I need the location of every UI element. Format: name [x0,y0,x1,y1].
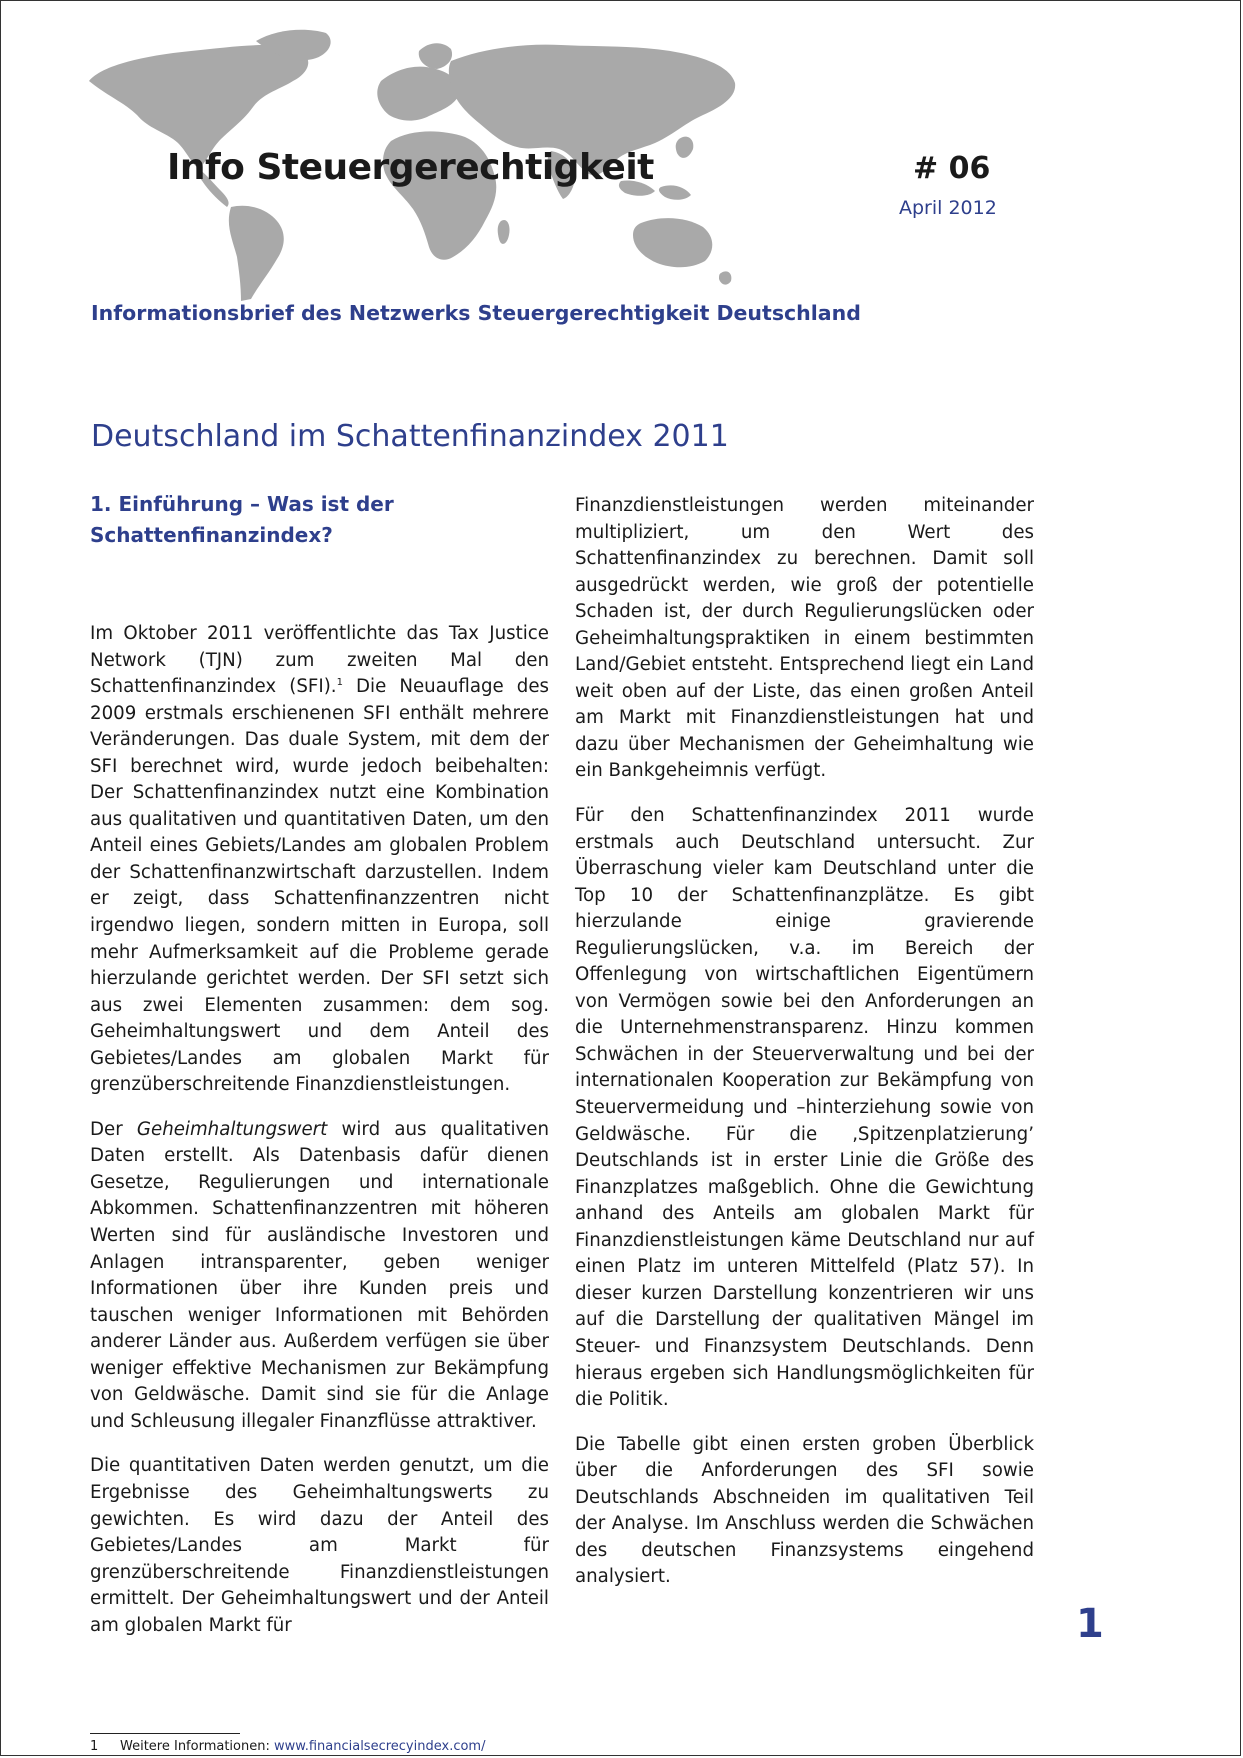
text-column-right [575,493,1034,1609]
paragraph-text: wird aus qualitativen Daten erstellt. Als Datenbasis dafür dienen Gesetze, Regulierungen und internationale Abkommen. Schattenfinanzzentren mit höheren Werten sind für ausländische Investoren und Anlagen intransparenter, geben weniger Informationen über ihre Kunden preis und tauschen weniger Informationen mit Behörden anderer Länder aus. Außerdem verfügen sie über weniger effektive Mechanismen zur Bekämpfung von Geldwäsche. Damit sind sie für die Anlage und Schleusung illegaler Finanzflüsse attraktiver. [90,1118,550,1432]
paragraph: Die quantitativen Daten werden genutzt, um die Ergebnisse des Geheimhaltungswerts zu gewichten. Es wird dazu der Anteil des Gebietes/Landes am Markt für grenzüberschreitende Finanzdienstleistungen ermittelt. Der Geheimhaltungswert und der Anteil am globalen Markt für [90,1455,549,1636]
paragraph-text: Die Neuauflage des 2009 erstmals erschienenen SFI enthält mehrere Veränderungen. Das duale System, mit dem der SFI berechnet wird, wurde jedoch beibehalten: Der Schattenfinanzindex nutzt eine Kombination aus qualitativen und quantitativen Daten, um den Anteil eines Gebiets/Landes am globalen Problem der Schattenfinanzwirtschaft darzustellen. Indem er zeigt, dass Schattenfinanzzentren nicht irgendwo liegen, sondern mitten in Europa, soll mehr Aufmerksamkeit auf die Probleme gerade hierzulande gerichtet werden. Der SFI setzt sich aus zwei Elementen zusammen: dem sog. Geheimhaltungswert und dem Anteil des Gebietes/Landes am globalen Markt für grenzüberschreitende Finanzdienstleistungen. [90,676,550,1096]
paragraph: Die Tabelle gibt einen ersten groben Überblick über die Anforderungen des SFI sowie Deutschlands Abschneiden im qualitativen Teil der Analyse. Im Anschluss werden die Schwächen des deutschen Finanzsystems eingehend analysiert. [575,1433,1034,1588]
footnote-text: Weitere Informationen: [120,1739,274,1754]
footnote-link[interactable]: www.financialsecrecyindex.com/ [274,1739,486,1754]
footnote-reference: 1 [336,677,343,689]
section-heading-line1: 1. Einführung – Was ist der [90,492,394,516]
footnote-number: 1 [90,1739,99,1754]
paragraph-text: Der [90,1118,137,1140]
article-title: Deutschland im Schattenfinanzindex 2011 [91,419,729,454]
newsletter-title: Info Steuergerechtigkeit [167,147,654,188]
section-heading-line2: Schattenfinanzindex? [90,523,333,547]
paragraph [90,621,549,1099]
page-number: 1 [1076,1601,1104,1647]
issue-number: # 06 [913,151,991,186]
emphasized-term: Geheimhaltungswert [136,1118,328,1140]
paragraph: Für den Schattenfinanzindex 2011 wurde erstmals auch Deutschland untersucht. Zur Überraschung vieler kam Deutschland unter die Top 10 der Schattenfinanzplätze. Es gibt hierzulande einige gravierende Regulierungslücken, v.a. im Bereich der Offenlegung von wirtschaftlichen Eigentümern von Vermögen sowie bei den Anforderungen an die Unternehmenstransparenz. Hinzu kommen Schwächen in der Steuerverwaltung und bei der internationalen Kooperation zur Bekämpfung von Steuervermeidung und –hinterziehung sowie von Geldwäsche. Für die ‚Spitzenplatzierung’ Deutschlands ist in erster Linie die Größe des Finanzplatzes maßgeblich. Ohne die Gewichtung anhand des Anteils am globalen Markt für Finanzdienstleistungen käme Deutschland nur auf einen Platz im unteren Mittelfeld (Platz 57). In dieser kurzen Darstellung konzentrieren wir uns auf die Darstellung der qualitativen Mängel im Steuer- und Finanzsystem Deutschlands. Denn hieraus ergeben sich Handlungsmöglichkeiten für die Politik. [575,805,1034,1411]
footnote-divider [90,1733,240,1734]
paragraph [90,1117,549,1436]
newsletter-subtitle: Informationsbrief des Netzwerks Steuergerechtigkeit Deutschland [91,301,861,325]
section-heading [90,489,549,551]
footnote [90,1739,485,1754]
paragraph: Finanzdienstleistungen werden miteinander multipliziert, um den Wert des Schattenfinanzindex zu berechnen. Damit soll ausgedrückt werden, wie groß der potentielle Schaden ist, der durch Regulierungslücken oder Geheimhaltungspraktiken in einem bestimmten Land/Gebiet entsteht. Entsprechend liegt ein Land weit oben auf der Liste, das einen großen Anteil am Markt mit Finanzdienstleistungen hat und dazu über Mechanismen der Geheimhaltung wie ein Bankgeheimnis verfügt. [575,495,1034,782]
issue-date: April 2012 [899,197,997,219]
paragraph-text: Im Oktober 2011 veröffentlichte das Tax Justice Network (TJN) zum zweiten Mal den Schattenfinanzindex (SFI). [90,623,549,698]
text-column-left [90,489,549,1657]
